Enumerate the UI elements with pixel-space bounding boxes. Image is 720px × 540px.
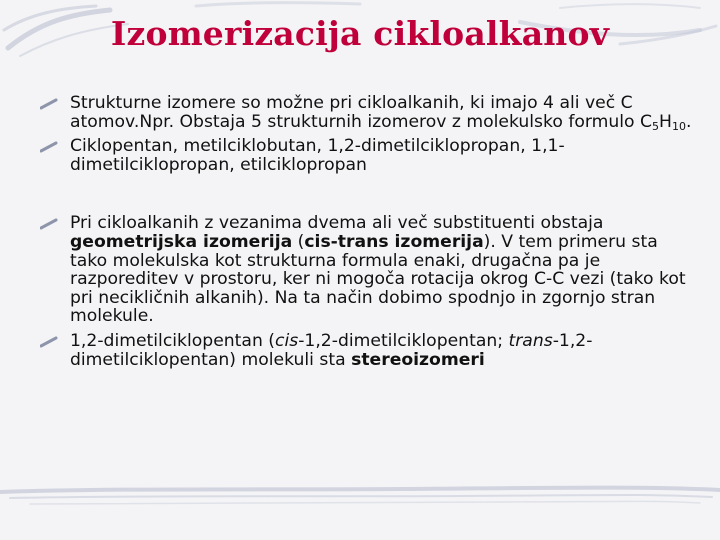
formula-subscript: 5	[652, 119, 660, 133]
bullet-item	[40, 332, 695, 369]
brush-stroke-icon	[40, 98, 58, 110]
bullet-text: Ciklopentan, metilciklobutan, 1,2-dimetilciklopropan, 1,1-dimetilciklopropan, etilciklopropan	[70, 136, 565, 175]
brush-stroke-icon	[40, 218, 58, 230]
bullet-text: (	[292, 231, 305, 252]
slide-title: Izomerizacija cikloalkanov	[110, 14, 610, 53]
bold-term: geometrijska izomerija	[70, 231, 293, 252]
bullet-text: Strukturne izomere so možne pri cikloalkanih, ki imajo 4 ali več C atomov.Npr. Obstaja 5 strukturnih izomerov z molekulsko formulo C	[70, 93, 653, 132]
bullet-item	[40, 137, 695, 174]
italic-term: cis	[275, 330, 299, 351]
bullet-text: H	[659, 111, 672, 132]
bullet-text: 1,2-dimetilciklopentan (	[70, 330, 276, 351]
brush-stroke-icon	[40, 336, 58, 348]
formula-subscript: 10	[671, 119, 686, 133]
brush-stroke-icon	[40, 141, 58, 153]
bullet-text: -1,2-dimetilciklopentan) molekuli sta	[70, 330, 593, 370]
bold-term: stereoizomeri	[351, 349, 485, 370]
italic-term: trans	[508, 330, 553, 351]
bullet-text: Pri cikloalkanih z vezanima dvema ali več substituenti obstaja	[70, 213, 604, 234]
bullet-text: ). V tem primeru sta tako molekulska kot strukturna formula enaki, drugačna pa je razporeditev v prostoru, ker ni mogoča rotacija okrog C-C vezi (tako kot pri necikličnih alkanih). Na ta način dobimo spodnjo in zgornjo stran molekule.	[70, 231, 686, 327]
bold-term: cis-trans izomerija	[304, 231, 484, 252]
slide-content	[40, 94, 695, 369]
bullet-item	[40, 94, 695, 131]
bullet-item	[40, 214, 695, 326]
bullet-text: .	[685, 111, 692, 132]
bullet-text: -1,2-dimetilciklopentan;	[298, 330, 509, 351]
